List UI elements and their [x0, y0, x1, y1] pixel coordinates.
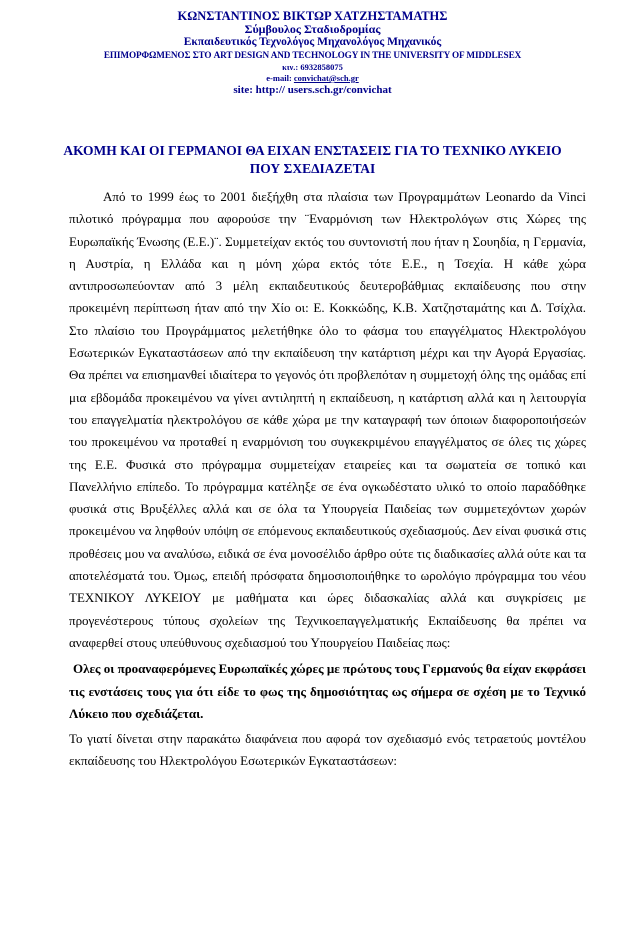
- article-title: ΑΚΟΜΗ ΚΑΙ ΟΙ ΓΕΡΜΑΝΟΙ ΘΑ ΕΙΧΑΝ ΕΝΣΤΑΣΕΙΣ ΓΙΑ ΤΟ ΤΕΧΝΙΚΟ ΛΥΚΕΙΟ ΠΟΥ ΣΧΕΔΙΑΖΕΤΑΙ: [63, 143, 562, 176]
- author-email: [0, 73, 625, 84]
- author-role-career-counselor: Σύμβουλος Σταδιοδρομίας: [244, 22, 381, 36]
- author-education: ΕΠΙΜΟΡΦΩΜΕΝΟΣ ΣΤΟ ART DESIGN AND TECHNOLOGY IN THE UNIVERSITY OF MIDDLESEX: [103, 50, 522, 60]
- letterhead: [0, 10, 625, 97]
- emphasis-paragraph: Ολες οι προαναφερόμενες Ευρωπαϊκές χώρες με πρώτους τους Γερμανούς θα είχαν εκφράσει τις ενστάσεις τους για ότι είδε το φως της δημοσιότητας ως σήμερα σε σχέση με το Τεχνικό Λύκειο που σχεδιάζεται.: [69, 661, 586, 721]
- closing-paragraph: Το γιατί δίνεται στην παρακάτω διαφάνεια που αφορά τον σχεδιασμό ενός τετραετούς μοντέλου εκπαίδευσης του Ηλεκτρολόγου Εσωτερικών Εγκαταστάσεων:: [69, 731, 586, 769]
- author-phone: κιν.: 6932858075: [282, 62, 343, 72]
- author-site: site: http:// users.sch.gr/convichat: [233, 84, 392, 96]
- body-paragraph: Από το 1999 έως το 2001 διεξήχθη στα πλαίσια των Προγραμμάτων Leonardo da Vinci πιλοτικό πρόγραμμα που αφορούσε την ¨Εναρμόνιση των Ηλεκτρολόγων στις Χώρες της Ευρωπαϊκής Ένωσης (Ε.Ε.)¨. Συμμετείχαν εκτός του συντονιστή που ήταν η Σουηδία, η Γερμανία, η Αυστρία, η Ελλάδα και η μόνη χώρα εκτός τότε Ε.Ε., η Τσεχία. Η κάθε χώρα αντιπροσωπεύονταν από 3 μέλη εκπαιδευτικούς δευτεροβάθμιας εκπαίδευσης που στην προκειμένη περίπτωση ήταν από την Χίο οι: Ε. Κοκκώδης, Κ.Β. Χατζησταμάτης και Δ. Τσίχλα. Στο πλαίσιο του Προγράμματος μελετήθηκε όλο το φάσμα του επαγγέλματος Ηλεκτρολόγου Εσωτερικών Εγκαταστάσεων από την εκπαίδευση την κατάρτιση μέχρι και την Αγορά Εργασίας. Θα πρέπει να επισημανθεί ιδιαίτερα το γεγονός ότι προβλεπόταν η συμμετοχή όλης της ομάδας επί μια εβδομάδα προκειμένου να γίνει αντιληπτή η εκπαίδευση, η κατάρτιση αλλά και η λειτουργία του επαγγελματία ηλεκτρολόγου σε κάθε χώρα με την καταγραφή των όποιων διαφοροποιήσεών του προκειμένου να προταθεί η εναρμόνιση του συγκεκριμένου επαγγέλματος σε όλες τις χώρες της Ε.Ε. Φυσικά στο πρόγραμμα συμμετείχαν εταιρείες και τα σωματεία σε τοπικό και Πανελλήνιο επίπεδο. Το πρόγραμμα κατέληξε σε ένα ογκωδέστατο υλικό το οποίο παραδόθηκε φυσικά στις Βρυξέλλες αλλά και σε όλα τα Υπουργεία Παιδείας των συμμετεχόντων χωρών προκειμένου να ληφθούν υπόψη σε επόμενους εκπαιδευτικούς σχεδιασμούς. Δεν είναι φυσικά στις προθέσεις μου να αναλύσω, ειδικά σε ένα μονοσέλιδο άρθρο ούτε τις διαδικασίες αλλά ούτε και τα αποτελέσματά του. Όμως, επειδή πρόσφατα δημοσιοποιήθηκε το ωρολόγιο πρόγραμμα του νέου ΤΕΧΝΙΚΟΥ ΛΥΚΕΙΟΥ με μαθήματα και ώρες διδασκαλίας αλλά και συγκρίσεις με προγενέστερους τύπους σχολείων της Τεχνικοεπαγγελματικής Εκπαίδευσης θα πρέπει να αναφερθεί στους υπεύθυνους σχεδιασμού του Υπουργείου Παιδείας πως:: [69, 189, 586, 650]
- author-name: ΚΩΝΣΤΑΝΤΙΝΟΣ ΒΙΚΤΩΡ ΧΑΤΖΗΣΤΑΜΑΤΗΣ: [177, 9, 448, 23]
- author-role-engineer: Εκπαιδευτικός Τεχνολόγος Μηχανολόγος Μηχανικός: [183, 36, 442, 48]
- email-label: e-mail:: [266, 73, 294, 83]
- email-link[interactable]: convichat@sch.gr: [293, 73, 359, 83]
- article-body: [69, 186, 586, 773]
